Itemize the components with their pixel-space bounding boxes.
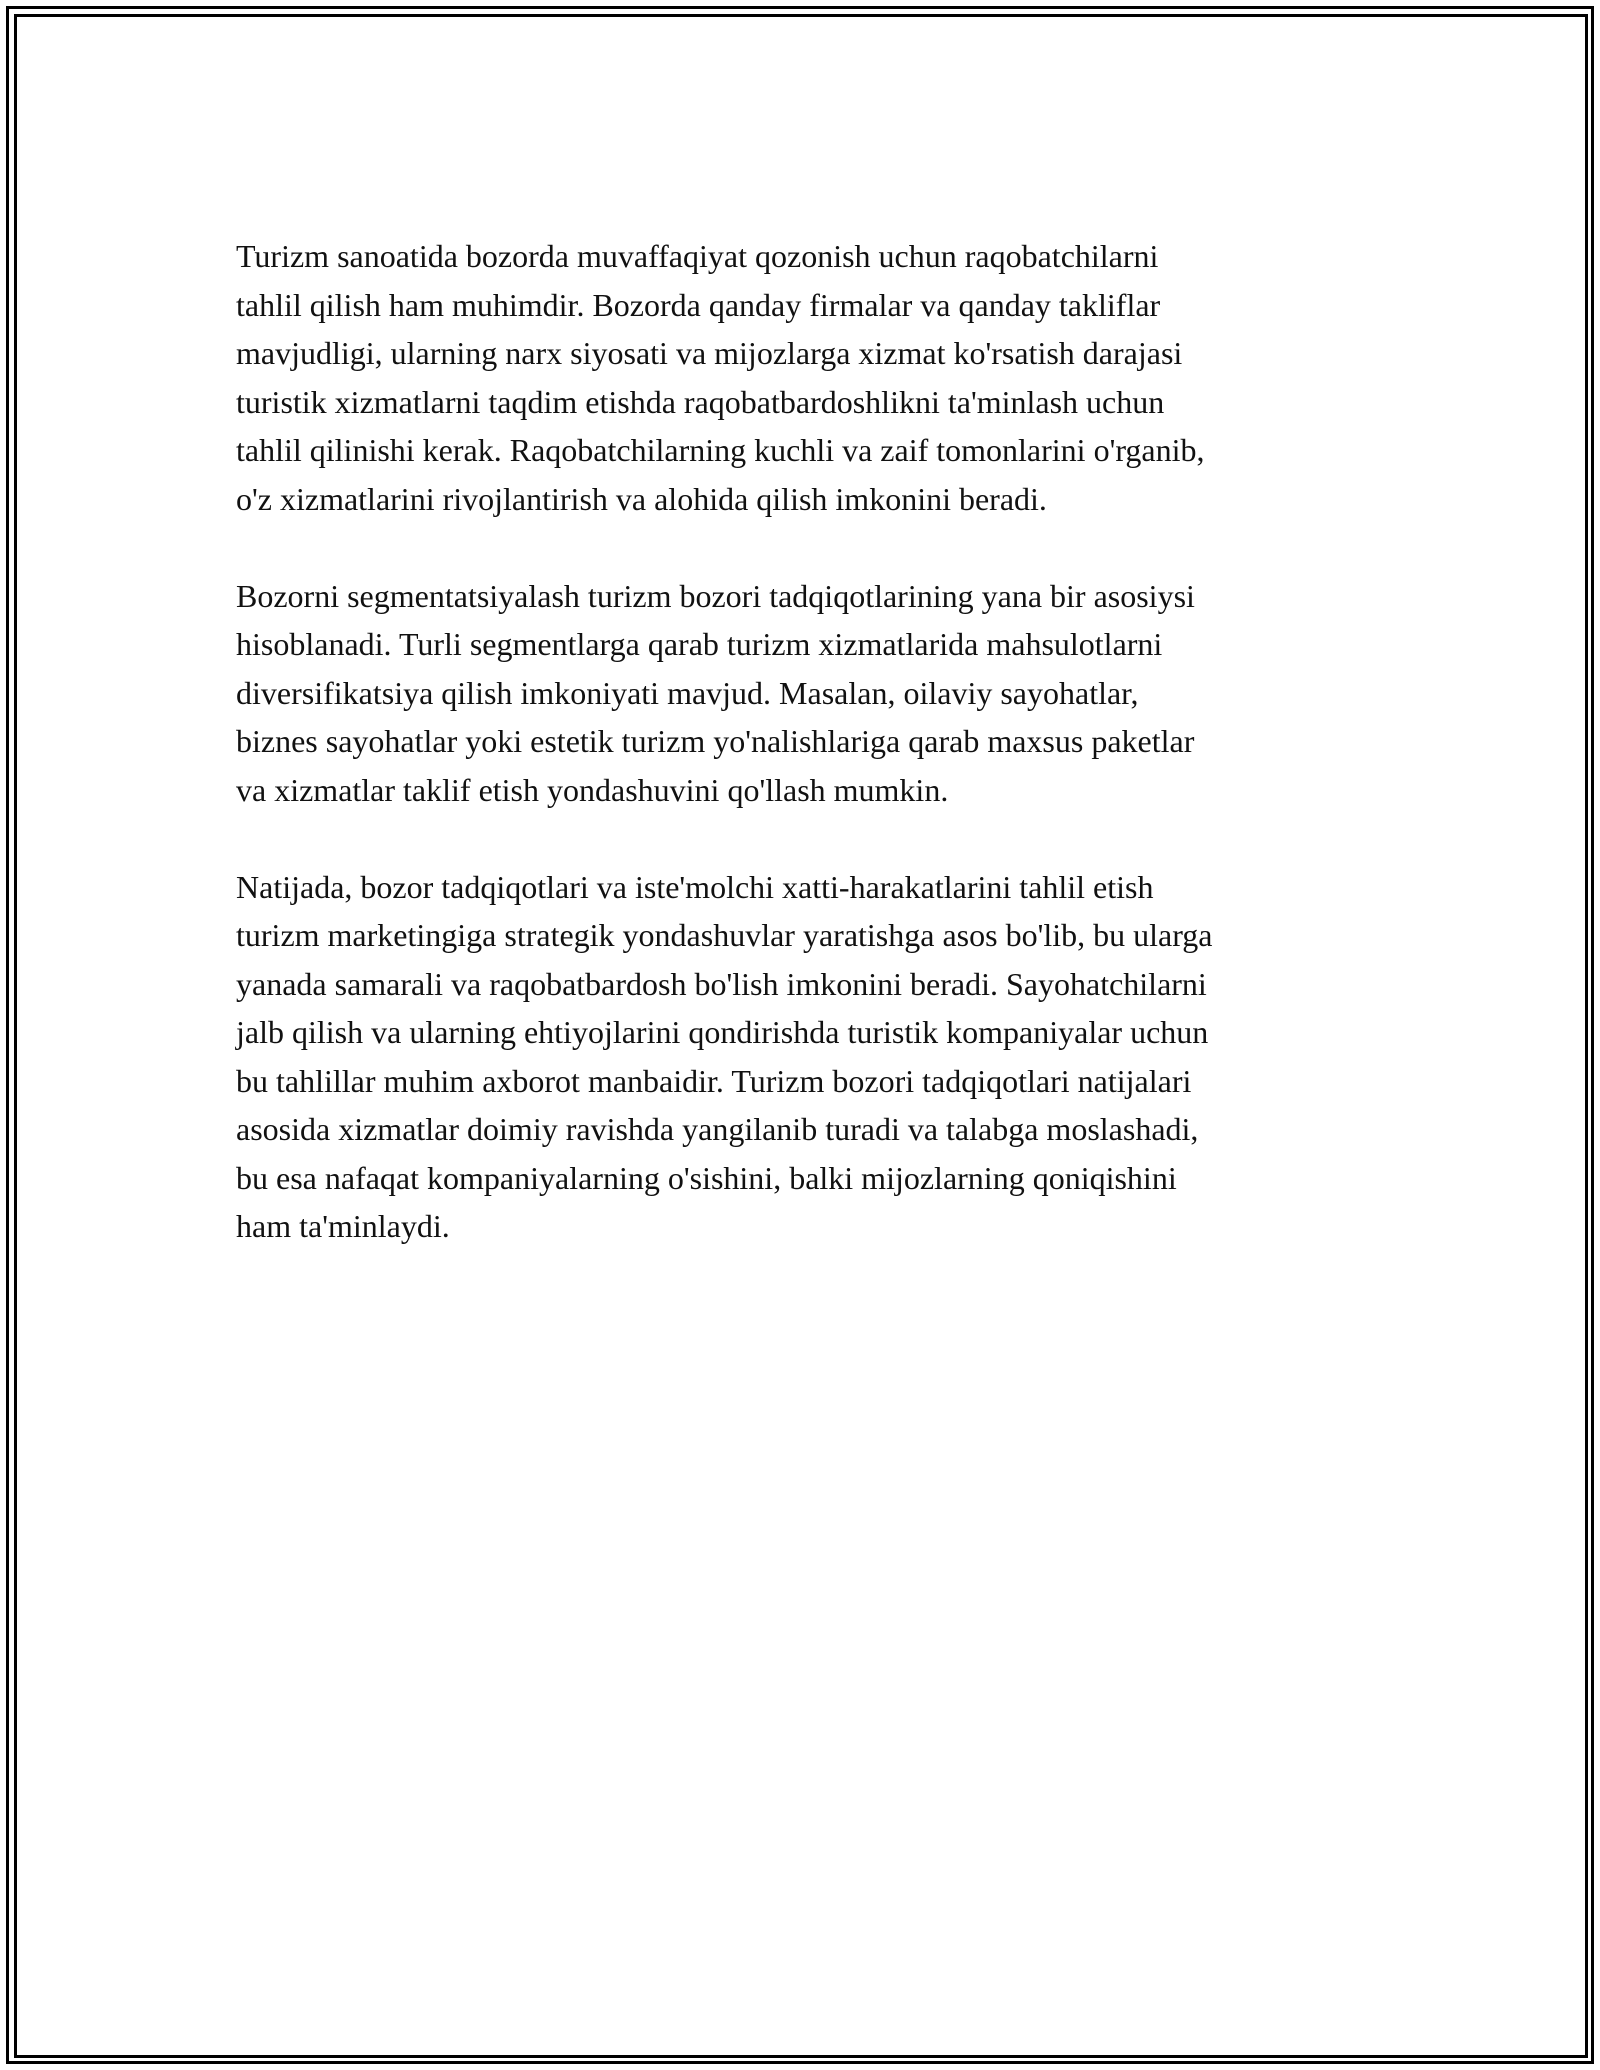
text-line: Natijada, bozor tadqiqotlari va iste'molchi xatti-harakatlarini tahlil etish [236, 868, 1154, 905]
text-line: ham ta'minlaydi. [236, 1208, 450, 1244]
paragraph-conclusion [236, 863, 1366, 1251]
text-line: diversifikatsiya qilish imkoniyati mavjud. Masalan, oilaviy sayohatlar, [236, 674, 1139, 711]
text-line: va xizmatlar taklif etish yondashuvini qo'llash mumkin. [236, 771, 949, 808]
text-line: asosida xizmatlar doimiy ravishda yangilanib turadi va talabga moslashadi, [236, 1111, 1199, 1147]
text-line: mavjudligi, ularning narx siyosati va mijozlarga xizmat ko'rsatish darajasi [236, 335, 1183, 371]
text-line: hisoblanadi. Turli segmentlarga qarab turizm xizmatlarida mahsulotlarni [236, 626, 1163, 662]
text-line: biznes sayohatlar yoki estetik turizm yo'nalishlariga qarab maxsus paketlar [236, 723, 1195, 759]
text-line: yanada samarali va raqobatbardosh bo'lish imkonini beradi. Sayohatchilarni [236, 965, 1207, 1002]
paragraph-competitor-analysis [236, 232, 1366, 523]
text-line: turizm marketingiga strategik yondashuvlar yaratishga asos bo'lib, bu ularga [236, 917, 1213, 953]
text-line: Turizm sanoatida bozorda muvaffaqiyat qozonish uchun raqobatchilarni [236, 238, 1159, 274]
text-line: o'z xizmatlarini rivojlantirish va alohida qilish imkonini beradi. [236, 480, 1047, 517]
text-line: bu esa nafaqat kompaniyalarning o'sishini, balki mijozlarning qoniqishini [236, 1159, 1177, 1196]
text-line: tahlil qilinishi kerak. Raqobatchilarning kuchli va zaif tomonlarini o'rganib, [236, 432, 1205, 468]
text-line: bu tahlillar muhim axborot manbaidir. Turizm bozori tadqiqotlari natijalari [236, 1062, 1192, 1099]
text-line: tahlil qilish ham muhimdir. Bozorda qanday firmalar va qanday takliflar [236, 286, 1161, 323]
text-line: jalb qilish va ularning ehtiyojlarini qondirishda turistik kompaniyalar uchun [236, 1014, 1209, 1050]
text-line: Bozorni segmentatsiyalash turizm bozori tadqiqotlarining yana bir asosiysi [236, 577, 1195, 614]
document-body [236, 232, 1366, 1299]
paragraph-market-segmentation [236, 572, 1366, 815]
text-line: turistik xizmatlarni taqdim etishda raqobatbardoshlikni ta'minlash uchun [236, 383, 1165, 420]
